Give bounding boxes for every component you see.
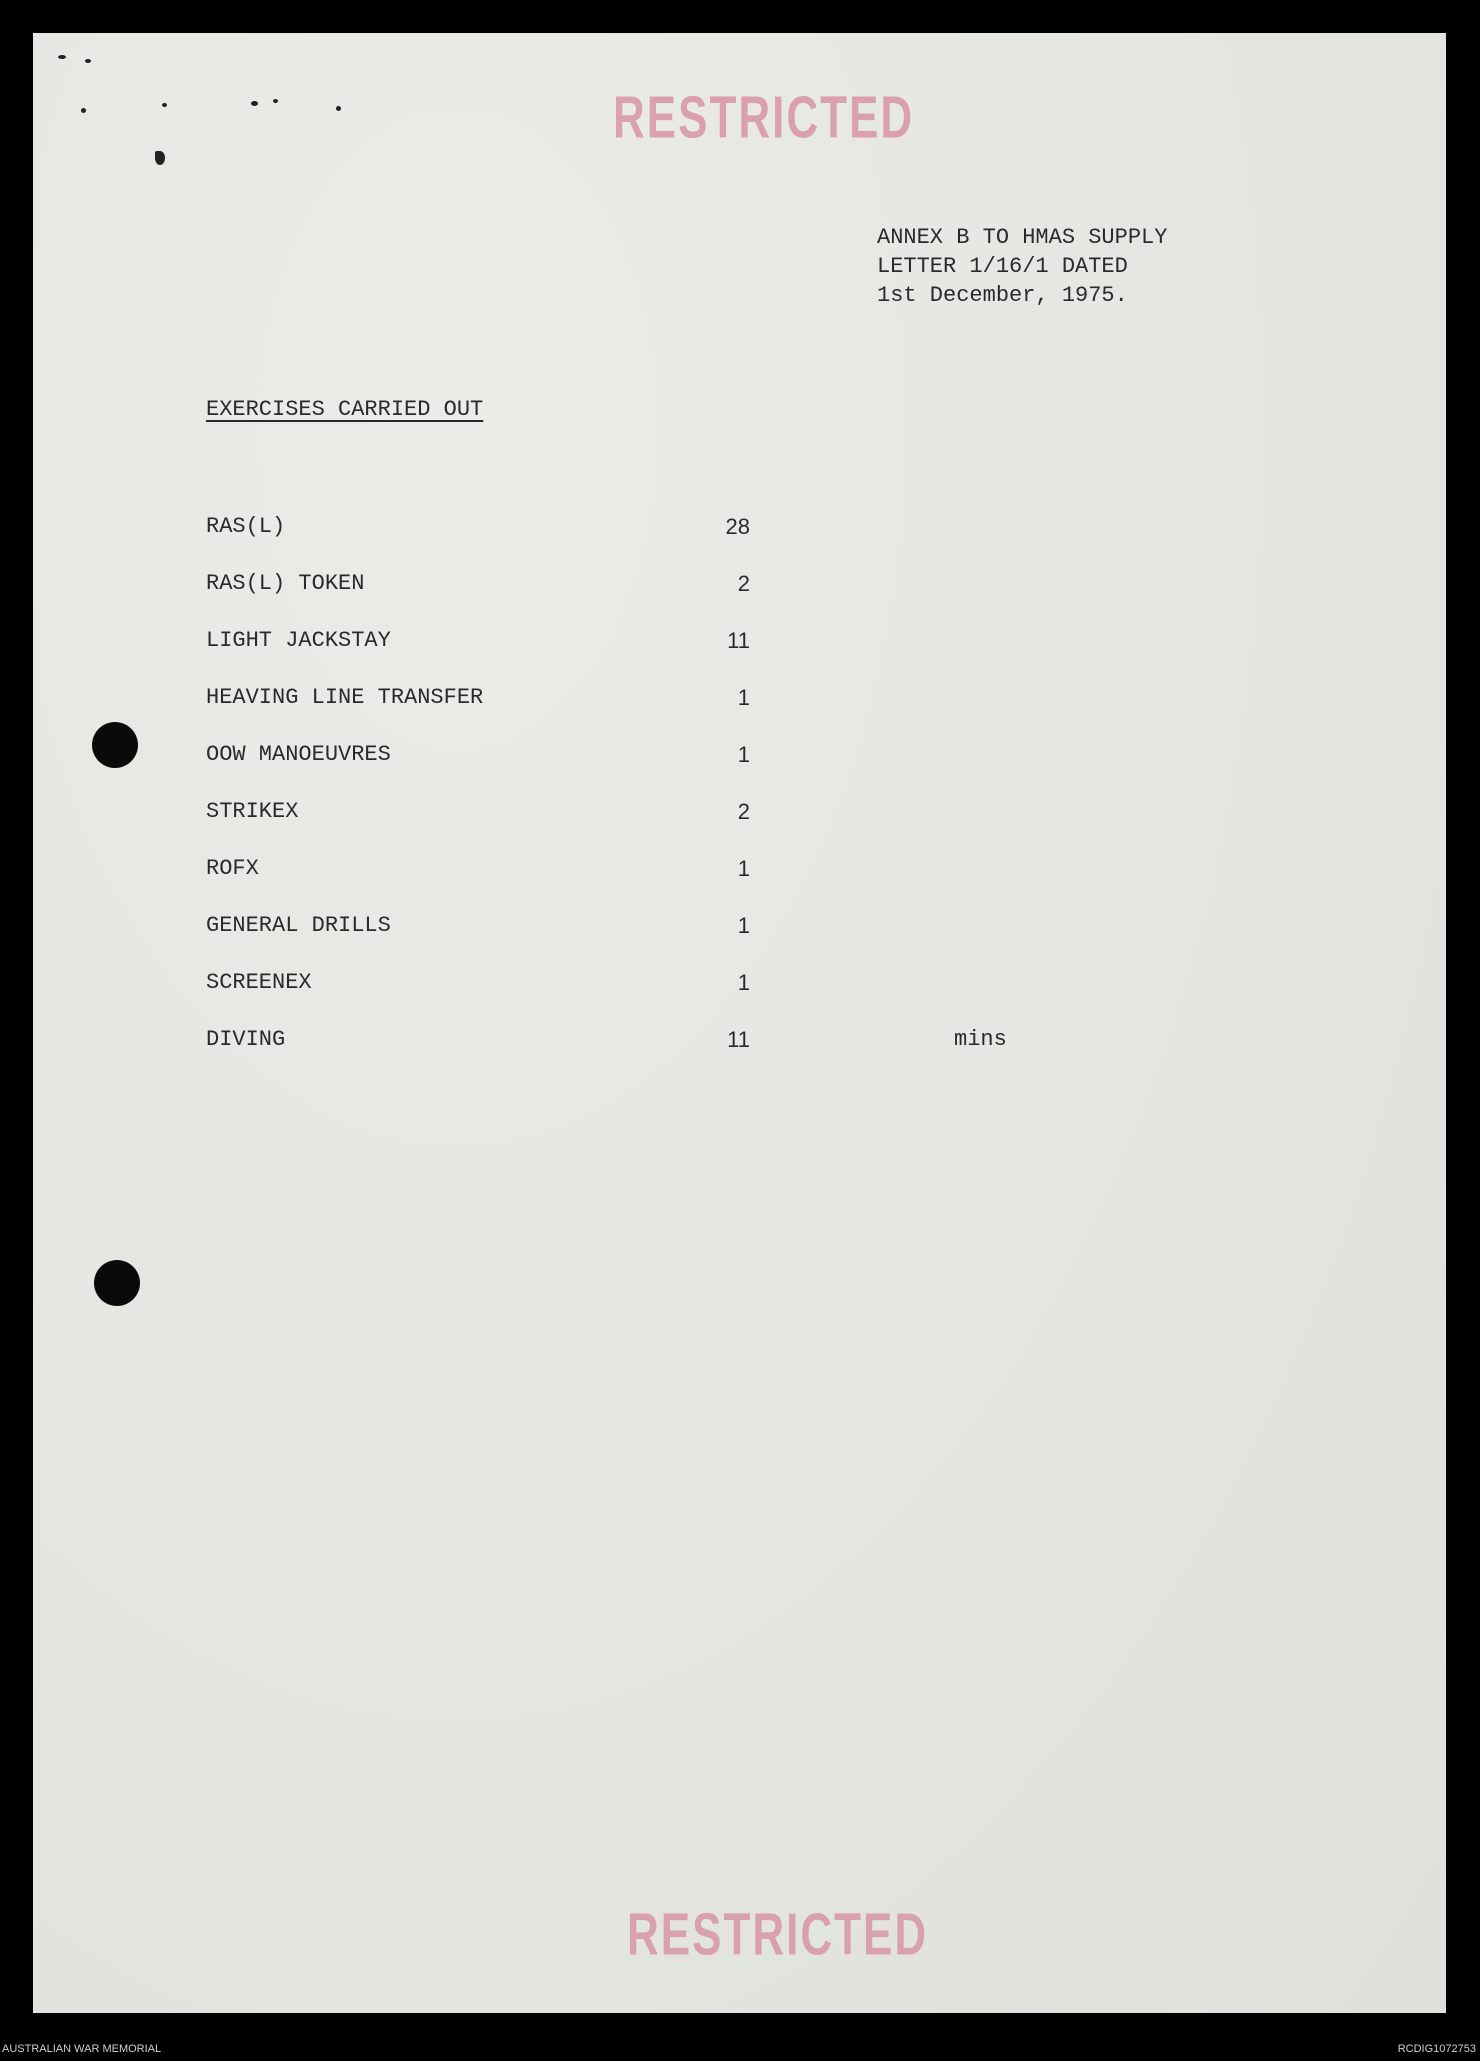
exercise-count: 28 — [725, 514, 750, 539]
paper-speck — [81, 108, 86, 113]
exercise-row — [206, 742, 906, 772]
exercise-count: 1 — [737, 742, 750, 767]
exercise-label: HEAVING LINE TRANSFER — [206, 685, 484, 710]
exercise-count: 11 — [727, 1027, 750, 1052]
exercise-label: STRIKEX — [206, 799, 299, 824]
exercise-row — [206, 970, 906, 1000]
exercise-label: DIVING — [206, 1027, 286, 1052]
exercise-count: 1 — [737, 685, 750, 710]
punch-hole — [94, 1260, 140, 1306]
exercise-label: RAS(L) TOKEN — [206, 571, 365, 596]
paper-speck — [162, 103, 167, 107]
annex-reference — [877, 223, 1167, 310]
paper-speck — [85, 59, 91, 63]
exercise-row — [206, 685, 906, 715]
exercise-row — [206, 514, 906, 544]
exercise-label: ROFX — [206, 856, 259, 881]
exercise-count: 2 — [737, 571, 750, 596]
restricted-stamp-bottom: RESTRICTED — [627, 1902, 929, 1969]
paper-speck — [251, 101, 258, 106]
exercise-row — [206, 856, 906, 886]
paper-speck — [273, 99, 278, 103]
exercise-row — [206, 1027, 1007, 1057]
exercise-count: 2 — [737, 799, 750, 824]
paper-tear — [155, 151, 165, 165]
punch-hole — [92, 722, 138, 768]
exercise-unit: mins — [954, 1027, 1007, 1052]
exercise-count: 11 — [727, 628, 750, 653]
section-heading: EXERCISES CARRIED OUT — [206, 397, 484, 422]
document-page — [33, 33, 1446, 2013]
archive-record-id: RCDIG1072753 — [1397, 2043, 1476, 2055]
exercise-count: 1 — [737, 970, 750, 995]
exercise-label: SCREENEX — [206, 970, 312, 995]
exercise-row — [206, 799, 906, 829]
exercise-row — [206, 628, 906, 658]
annex-line-3: 1st December, 1975. — [877, 283, 1128, 308]
exercise-row — [206, 913, 906, 943]
exercise-label: OOW MANOEUVRES — [206, 742, 391, 767]
exercise-label: RAS(L) — [206, 514, 286, 539]
exercise-row — [206, 571, 906, 601]
exercise-count: 1 — [737, 913, 750, 938]
paper-speck — [336, 106, 341, 111]
exercise-label: GENERAL DRILLS — [206, 913, 391, 938]
annex-line-1: ANNEX B TO HMAS SUPPLY — [877, 225, 1168, 250]
restricted-stamp-top: RESTRICTED — [613, 85, 915, 152]
archive-credit: AUSTRALIAN WAR MEMORIAL — [2, 2043, 162, 2055]
exercise-count: 1 — [737, 856, 750, 881]
paper-speck — [58, 55, 66, 59]
exercise-label: LIGHT JACKSTAY — [206, 628, 391, 653]
annex-line-2: LETTER 1/16/1 DATED — [877, 254, 1128, 279]
